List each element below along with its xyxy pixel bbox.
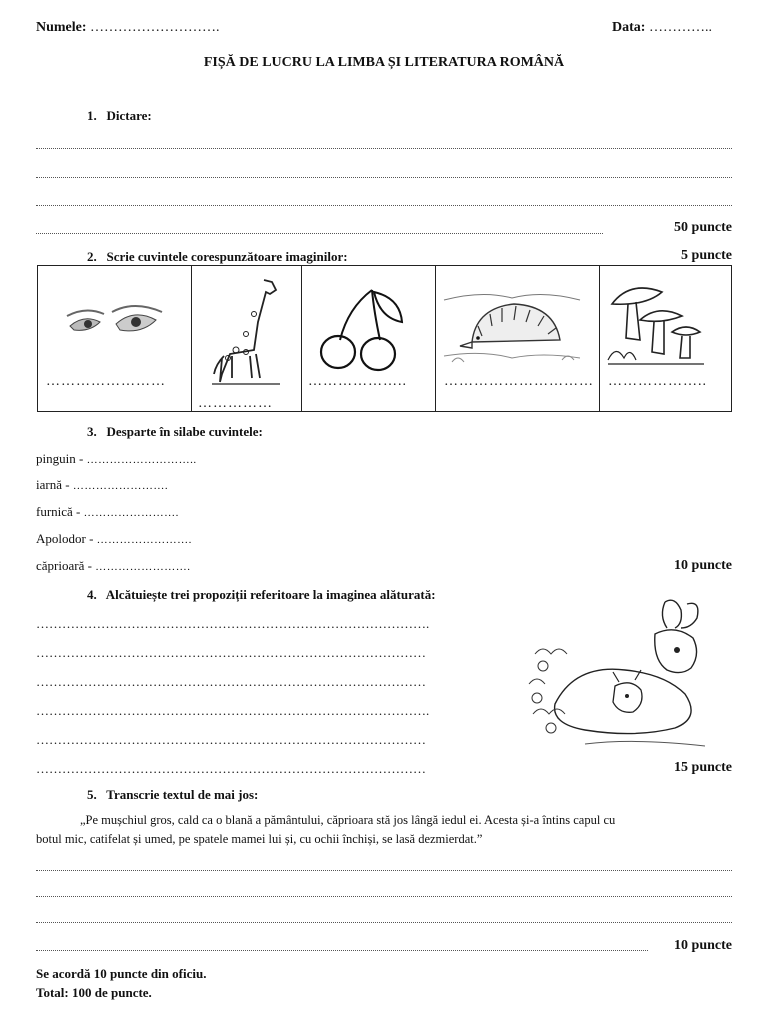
eyes-icon xyxy=(62,298,172,348)
syllable-item-caprioara: căprioară - ……………………. xyxy=(36,558,191,573)
transcription-line[interactable] xyxy=(36,896,732,897)
syllable-answer[interactable]: ……………………. xyxy=(96,534,192,546)
answer-giraffe[interactable]: …………… xyxy=(198,396,273,411)
transcription-line[interactable] xyxy=(36,870,732,871)
date-label: Data: xyxy=(612,20,646,35)
cherries-icon xyxy=(316,282,406,372)
name-label: Numele: xyxy=(36,20,87,35)
ex1-title: Dictare: xyxy=(106,108,152,123)
picture-cell-eyes xyxy=(38,266,192,411)
ex5-title: Transcrie textul de mai jos: xyxy=(106,787,259,802)
answer-hedgehog[interactable]: ………………………… xyxy=(444,374,594,389)
syllable-answer[interactable]: ……………………. xyxy=(95,561,191,573)
syllable-item-apolodor: Apolodor - ……………………. xyxy=(36,531,192,546)
answer-cherries[interactable]: ……………….. xyxy=(308,374,407,389)
transcription-text-line: botul mic, catifelat și umed, pe spatele mamei lui și, cu ochii închiși, se lasă dezmierdat.” xyxy=(36,832,483,846)
picture-cell-giraffe xyxy=(192,266,302,411)
sentence-line[interactable]: ………………………………………………………………………………. xyxy=(36,616,430,631)
ex2-title: Scrie cuvintele corespunzătoare imaginilor: xyxy=(106,249,348,264)
dictation-line[interactable] xyxy=(36,177,732,178)
answer-mushrooms[interactable]: ……………….. xyxy=(608,374,707,389)
ex1-number: 1. xyxy=(87,108,97,123)
transcription-line[interactable] xyxy=(36,922,732,923)
picture-cell-cherries xyxy=(302,266,436,411)
dictation-line[interactable] xyxy=(36,233,603,234)
picture-cell-mushrooms xyxy=(600,266,731,411)
ex5-heading xyxy=(87,787,258,803)
ex4-heading xyxy=(87,587,436,603)
syllable-item-furnica: furnică - ……………………. xyxy=(36,504,179,519)
picture-table xyxy=(37,265,732,412)
syllable-answer[interactable]: ……………………. xyxy=(83,507,179,519)
syllable-answer[interactable]: ……………………….. xyxy=(86,454,197,466)
syllable-item-iarna: iarnă - ……………………. xyxy=(36,477,169,492)
ex1-heading xyxy=(87,108,152,124)
bonus-note: Se acordă 10 puncte din oficiu. xyxy=(36,966,207,981)
deer-illustration-icon xyxy=(515,594,720,754)
sentence-line[interactable]: ……………………………………………………………………………… xyxy=(36,732,426,747)
page-title: FIȘĂ DE LUCRU LA LIMBA ȘI LITERATURA ROMÂNĂ xyxy=(203,55,565,70)
giraffe-icon xyxy=(206,274,286,386)
transcription-line[interactable] xyxy=(36,950,648,951)
transcription-text-line: „Pe mușchiul gros, cald ca o blană a pământului, căprioara stă jos lângă iedul ei. Acesta și-a întins capul cu xyxy=(80,813,616,827)
dictation-line[interactable] xyxy=(36,148,732,149)
ex2-number: 2. xyxy=(87,249,97,264)
ex4-title: Alcătuiește trei propoziții referitoare la imaginea alăturată: xyxy=(105,587,436,602)
ex3-title: Desparte în silabe cuvintele: xyxy=(106,424,263,439)
ex2-heading xyxy=(87,249,348,265)
ex2-points: 5 puncte xyxy=(681,248,732,263)
ex4-points: 15 puncte xyxy=(674,760,732,775)
syllable-item-pinguin: pinguin - ……………………….. xyxy=(36,451,197,466)
ex3-number: 3. xyxy=(87,424,97,439)
date-field xyxy=(612,20,712,36)
ex4-number: 4. xyxy=(87,587,97,602)
name-field xyxy=(36,20,220,36)
answer-eyes[interactable]: …………………… xyxy=(46,374,166,389)
sentence-line[interactable]: ……………………………………………………………………………… xyxy=(36,645,426,660)
ex5-number: 5. xyxy=(87,787,97,802)
hedgehog-icon xyxy=(442,286,582,370)
ex5-points: 10 puncte xyxy=(674,938,732,953)
syllable-answer[interactable]: ……………………. xyxy=(72,480,169,492)
sentence-line[interactable]: ……………………………………………………………………………… xyxy=(36,674,426,689)
sentence-line[interactable]: ……………………………………………………………………………… xyxy=(36,761,426,776)
ex3-points: 10 puncte xyxy=(674,558,732,573)
dictation-line[interactable] xyxy=(36,205,732,206)
picture-cell-hedgehog xyxy=(436,266,600,411)
mushroom-icon xyxy=(606,278,706,368)
sentence-line[interactable]: ………………………………………………………………………………. xyxy=(36,703,430,718)
ex3-heading xyxy=(87,424,263,440)
total-note: Total: 100 de puncte. xyxy=(36,985,152,1000)
date-dots[interactable]: ………….. xyxy=(648,20,712,35)
ex1-points: 50 puncte xyxy=(674,220,732,235)
name-dots[interactable]: ………………………. xyxy=(90,20,220,35)
